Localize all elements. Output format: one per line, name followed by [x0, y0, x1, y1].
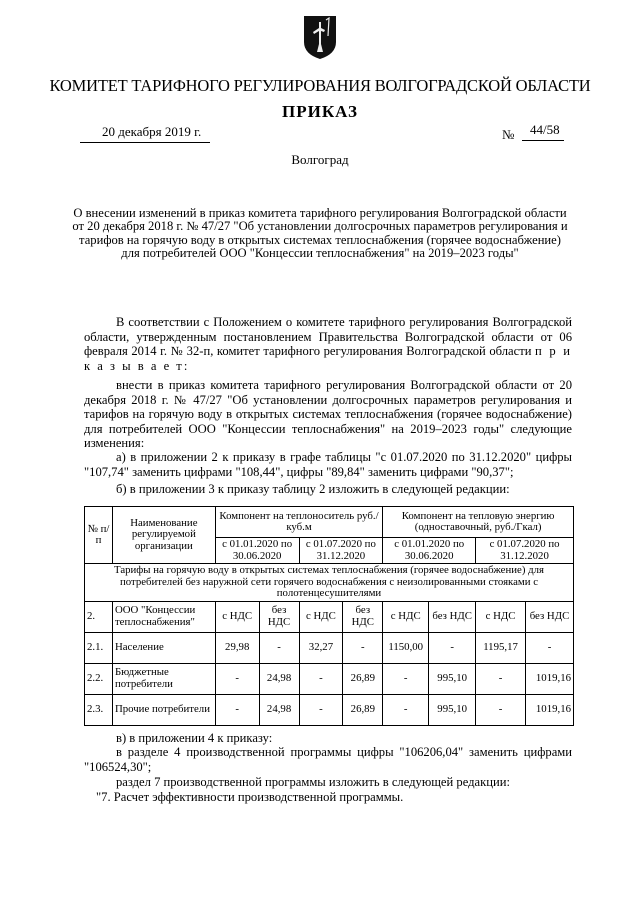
table-row [85, 663, 574, 694]
paragraph-item-c: в) в приложении 4 к приказу: [116, 731, 273, 745]
paragraph-quote-start: "7. Расчет эффективности производственной программы. [96, 790, 404, 804]
cell-value: - [259, 632, 299, 663]
table-header-row [85, 507, 574, 538]
cell-vat-label: с НДС [383, 601, 429, 632]
cell-value: - [383, 663, 429, 694]
header-num: № п/п [85, 507, 113, 564]
cell-value: - [343, 632, 383, 663]
period-cell: с 01.01.2020 по 30.06.2020 [383, 538, 476, 564]
cell-value: 1195,17 [476, 632, 526, 663]
cell-value: 1150,00 [383, 632, 429, 663]
table-section-row [85, 564, 574, 602]
cell-name: Население [112, 632, 215, 663]
paragraph-preamble [84, 315, 572, 373]
cell-value: 32,27 [299, 632, 343, 663]
cell-value: 26,89 [343, 694, 383, 725]
cell-value: - [215, 663, 259, 694]
paragraph-section-4: в разделе 4 производственной программы цифры "106206,04" заменить цифрами "106524,30"; [84, 745, 572, 774]
cell-value: - [429, 632, 476, 663]
cell-vat-label: без НДС [526, 601, 574, 632]
cell-num: 2.2. [85, 663, 113, 694]
cell-value: 26,89 [343, 663, 383, 694]
header-carrier: Компонент на теплоноситель руб./куб.м [215, 507, 383, 538]
cell-num: 2. [85, 601, 113, 632]
cell-value: 24,98 [259, 663, 299, 694]
period-cell: с 01.01.2020 по 30.06.2020 [215, 538, 299, 564]
cell-vat-label: с НДС [215, 601, 259, 632]
cell-name: Прочие потребители [112, 694, 215, 725]
volgograd-coat-of-arms-icon [302, 14, 338, 60]
document-number: 44/58 [530, 122, 560, 137]
table-row [85, 632, 574, 663]
number-underline [522, 140, 564, 141]
cell-value: - [299, 663, 343, 694]
cell-num: 2.1. [85, 632, 113, 663]
cell-value: 1019,16 [526, 663, 574, 694]
cell-value: 1019,16 [526, 694, 574, 725]
cell-num: 2.3. [85, 694, 113, 725]
period-cell: с 01.07.2020 по 31.12.2020 [299, 538, 383, 564]
cell-value: 29,98 [215, 632, 259, 663]
paragraph-amendment: внести в приказ комитета тарифного регулирования Волгоградской области от 20 декабря 2018 г. № 47/27 "Об установлении долгосрочных параметров регулирования и тарифов на горячую воду в открытых системах теплоснабжения (горячее водоснабжение) для потребителей ООО "Концессии теплоснабжения" на 2019–2023 годы" следующие изменения: [84, 378, 572, 450]
cell-value: 24,98 [259, 694, 299, 725]
table-row [85, 694, 574, 725]
cell-value: - [215, 694, 259, 725]
cell-value: - [476, 694, 526, 725]
cell-vat-label: без НДС [259, 601, 299, 632]
number-sign: № [502, 127, 515, 142]
section-title: Тарифы на горячую воду в открытых системах теплоснабжения (горячее водоснабжение) для потребителей без наружной сети горячего водоснабжения с неизолированными стояками с полотенцесушителями [85, 564, 574, 602]
cell-vat-label: без НДС [343, 601, 383, 632]
cell-value: - [476, 663, 526, 694]
cell-value: - [299, 694, 343, 725]
cell-value: 995,10 [429, 694, 476, 725]
city: Волгоград [291, 152, 349, 167]
organization-title: КОМИТЕТ ТАРИФНОГО РЕГУЛИРОВАНИЯ ВОЛГОГРАДСКОЙ ОБЛАСТИ [49, 76, 591, 95]
document-date: 20 декабря 2019 г. [102, 124, 202, 139]
header-name: Наименование регулируемой организации [112, 507, 215, 564]
period-cell: с 01.07.2020 по 31.12.2020 [476, 538, 574, 564]
document-subject: О внесении изменений в приказ комитета тарифного регулирования Волгоградской области от 20 декабря 2018 г. № 47/27 "Об установлении долгосрочных параметров регулирования и тарифов на горячую воду в открытых системах теплоснабжения (горячее водоснабжение) для потребителей ООО "Концессии теплоснабжения" на 2019–2023 годы" [72, 206, 568, 260]
cell-vat-label: без НДС [429, 601, 476, 632]
cell-value: - [383, 694, 429, 725]
table-row [85, 601, 574, 632]
paragraph-section-7: раздел 7 производственной программы изложить в следующей редакции: [116, 775, 510, 789]
header-energy: Компонент на тепловую энергию (одноставочный, руб./Гкал) [383, 507, 574, 538]
cell-value: - [526, 632, 574, 663]
document-type: ПРИКАЗ [282, 102, 358, 121]
tariff-table [84, 506, 574, 726]
cell-vat-label: с НДС [299, 601, 343, 632]
paragraph-item-a: а) в приложении 2 к приказу в графе таблицы "с 01.07.2020 по 31.12.2020" цифры "107,74" заменить цифрами "108,44", цифры "89,84" заменить цифрами "90,37"; [84, 450, 572, 479]
date-underline [80, 142, 210, 143]
cell-name: Бюджетные потребители [112, 663, 215, 694]
preamble-text: В соответствии с Положением о комитете тарифного регулирования Волгоградской области, утвержденным постановлением Правительства Волгоградской области от 06 февраля 2014 г. № 32-п, комитет тарифного регулирования Волгоградской области [84, 315, 572, 358]
cell-name: ООО "Концессии теплоснабжения" [112, 601, 215, 632]
cell-vat-label: с НДС [476, 601, 526, 632]
preamble-verb: п р и к а з ы в а е т: [84, 344, 573, 373]
paragraph-item-b: б) в приложении 3 к приказу таблицу 2 изложить в следующей редакции: [116, 482, 510, 496]
cell-value: 995,10 [429, 663, 476, 694]
